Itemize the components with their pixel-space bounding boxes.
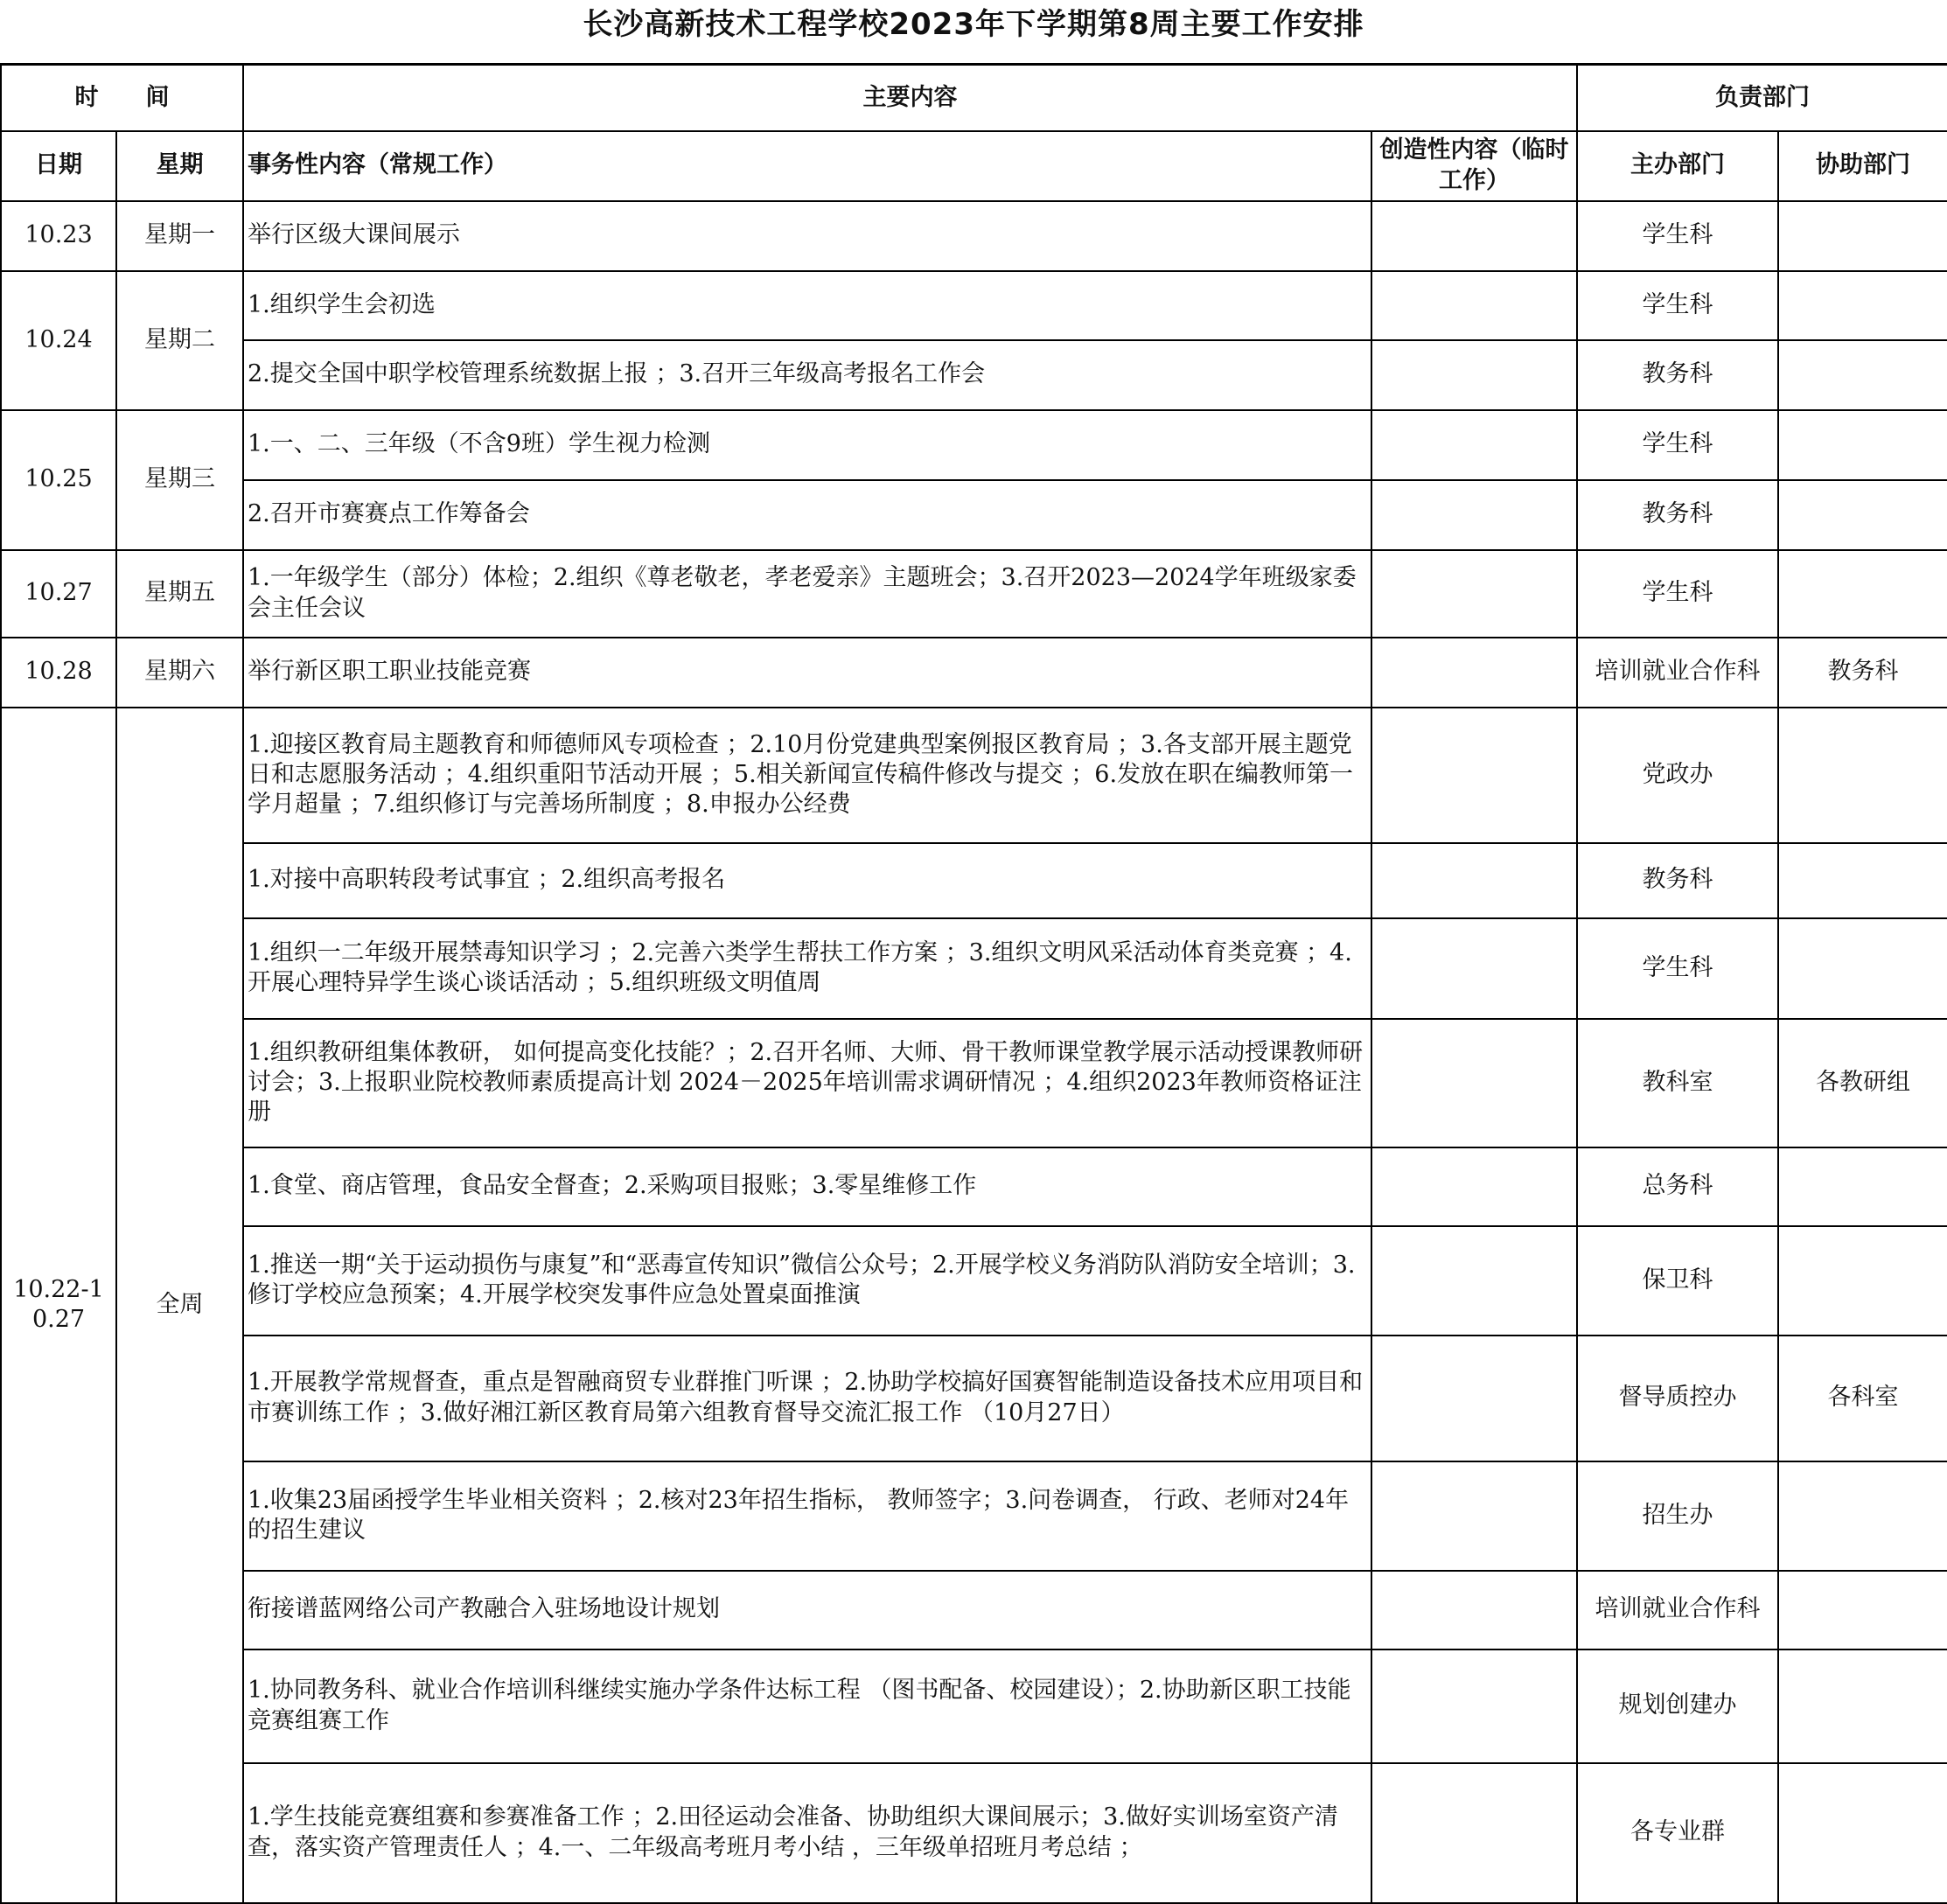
host-dept-cell: 学生科: [1577, 918, 1778, 1019]
date-cell: 10.23: [1, 201, 116, 271]
routine-cell: 1.一、二、三年级（不含9班）学生视力检测: [243, 410, 1371, 480]
table-row: [1, 918, 1947, 1019]
assist-dept-cell: [1778, 843, 1947, 918]
assist-dept-cell: [1778, 1571, 1947, 1649]
routine-cell: 2.召开市赛赛点工作筹备会: [243, 480, 1371, 550]
host-dept-cell: 学生科: [1577, 201, 1778, 271]
creative-cell: [1371, 1019, 1577, 1147]
creative-cell: [1371, 550, 1577, 638]
assist-dept-cell: 教务科: [1778, 638, 1947, 708]
header-main-content: 主要内容: [243, 65, 1577, 131]
host-dept-cell: 学生科: [1577, 410, 1778, 480]
table-row: [1, 201, 1947, 271]
date-cell: 10.27: [1, 550, 116, 638]
creative-cell: [1371, 918, 1577, 1019]
assist-dept-cell: [1778, 410, 1947, 480]
header-assist: 协助部门: [1778, 131, 1947, 201]
host-dept-cell: 学生科: [1577, 550, 1778, 638]
schedule-table: [0, 63, 1947, 1904]
host-dept-cell: 培训就业合作科: [1577, 638, 1778, 708]
header-routine: 事务性内容（常规工作）: [243, 131, 1371, 201]
header-date: 日期: [1, 131, 116, 201]
weekday-cell: 星期三: [116, 410, 243, 550]
creative-cell: [1371, 1336, 1577, 1461]
host-dept-cell: 培训就业合作科: [1577, 1571, 1778, 1649]
host-dept-cell: 规划创建办: [1577, 1649, 1778, 1763]
table-row: [1, 480, 1947, 550]
host-dept-cell: 各专业群: [1577, 1763, 1778, 1903]
creative-cell: [1371, 1147, 1577, 1226]
table-row: [1, 638, 1947, 708]
host-dept-cell: 招生办: [1577, 1461, 1778, 1571]
creative-cell: [1371, 1226, 1577, 1336]
header-weekday: 星期: [116, 131, 243, 201]
assist-dept-cell: [1778, 1763, 1947, 1903]
table-row: [1, 1147, 1947, 1226]
weekday-cell: 星期六: [116, 638, 243, 708]
header-responsible-dept: 负责部门: [1577, 65, 1947, 131]
creative-cell: [1371, 1571, 1577, 1649]
table-row: [1, 1461, 1947, 1571]
creative-cell: [1371, 1461, 1577, 1571]
routine-cell: 1.食堂、商店管理，食品安全督查；2.采购项目报账；3.零星维修工作: [243, 1147, 1371, 1226]
table-row: [1, 843, 1947, 918]
creative-cell: [1371, 271, 1577, 340]
creative-cell: [1371, 708, 1577, 843]
table-row: [1, 1649, 1947, 1763]
assist-dept-cell: [1778, 271, 1947, 340]
creative-cell: [1371, 638, 1577, 708]
table-row: [1, 1019, 1947, 1147]
host-dept-cell: 党政办: [1577, 708, 1778, 843]
table-row: [1, 1226, 1947, 1336]
date-cell: 10.22-10.27: [1, 708, 116, 1903]
creative-cell: [1371, 201, 1577, 271]
host-dept-cell: 总务科: [1577, 1147, 1778, 1226]
assist-dept-cell: [1778, 1461, 1947, 1571]
routine-cell: 1.组织教研组集体教研， 如何提高变化技能？；2.召开名师、大师、骨干教师课堂教学展示活动授课教师研讨会；3.上报职业院校教师素质提高计划 2024－2025年培训需求调研情况 ；4.组织2023年教师资格证注册: [243, 1019, 1371, 1147]
weekday-cell: 星期一: [116, 201, 243, 271]
host-dept-cell: 学生科: [1577, 271, 1778, 340]
host-dept-cell: 保卫科: [1577, 1226, 1778, 1336]
assist-dept-cell: 各科室: [1778, 1336, 1947, 1461]
assist-dept-cell: [1778, 480, 1947, 550]
creative-cell: [1371, 1649, 1577, 1763]
host-dept-cell: 督导质控办: [1577, 1336, 1778, 1461]
creative-cell: [1371, 340, 1577, 410]
weekday-cell: 星期五: [116, 550, 243, 638]
assist-dept-cell: [1778, 550, 1947, 638]
weekday-cell: 星期二: [116, 271, 243, 410]
table-row: [1, 410, 1947, 480]
table-row: [1, 550, 1947, 638]
creative-cell: [1371, 410, 1577, 480]
routine-cell: 衔接谱蓝网络公司产教融合入驻场地设计规划: [243, 1571, 1371, 1649]
assist-dept-cell: [1778, 1649, 1947, 1763]
assist-dept-cell: [1778, 1147, 1947, 1226]
host-dept-cell: 教务科: [1577, 480, 1778, 550]
routine-cell: 1.收集23届函授学生毕业相关资料 ；2.核对23年招生指标， 教师签字；3.问卷调查， 行政、老师对24年的招生建议: [243, 1461, 1371, 1571]
table-row: [1, 1763, 1947, 1903]
table-row: [1, 1571, 1947, 1649]
routine-cell: 举行新区职工职业技能竞赛: [243, 638, 1371, 708]
routine-cell: 1.推送一期“关于运动损伤与康复”和“恶毒宣传知识”微信公众号；2.开展学校义务消防队消防安全培训；3.修订学校应急预案；4.开展学校突发事件应急处置桌面推演: [243, 1226, 1371, 1336]
date-cell: 10.28: [1, 638, 116, 708]
table-row: [1, 708, 1947, 843]
host-dept-cell: 教务科: [1577, 843, 1778, 918]
date-cell: 10.25: [1, 410, 116, 550]
routine-cell: 2.提交全国中职学校管理系统数据上报 ；3.召开三年级高考报名工作会: [243, 340, 1371, 410]
table-row: [1, 271, 1947, 340]
routine-cell: 1.开展教学常规督查，重点是智融商贸专业群推门听课 ；2.协助学校搞好国赛智能制造设备技术应用项目和市赛训练工作 ；3.做好湘江新区教育局第六组教育督导交流汇报工作 （10月27日）: [243, 1336, 1371, 1461]
table-row: [1, 1336, 1947, 1461]
table-row: [1, 340, 1947, 410]
header-host: 主办部门: [1577, 131, 1778, 201]
routine-cell: 举行区级大课间展示: [243, 201, 1371, 271]
creative-cell: [1371, 843, 1577, 918]
routine-cell: 1.迎接区教育局主题教育和师德师风专项检查 ；2.10月份党建典型案例报区教育局 ；3.各支部开展主题党日和志愿服务活动 ；4.组织重阳节活动开展 ；5.相关新闻宣传稿件修改与提交 ；6.发放在职在编教师第一学月超量 ；7.组织修订与完善场所制度 ；8.申报办公经费: [243, 708, 1371, 843]
date-cell: 10.24: [1, 271, 116, 410]
assist-dept-cell: [1778, 201, 1947, 271]
routine-cell: 1.对接中高职转段考试事宜 ；2.组织高考报名: [243, 843, 1371, 918]
assist-dept-cell: [1778, 340, 1947, 410]
page-title: 长沙高新技术工程学校2023年下学期第8周主要工作安排: [583, 7, 1364, 42]
assist-dept-cell: 各教研组: [1778, 1019, 1947, 1147]
weekday-cell: 全周: [116, 708, 243, 1903]
assist-dept-cell: [1778, 1226, 1947, 1336]
routine-cell: 1.组织学生会初选: [243, 271, 1371, 340]
assist-dept-cell: [1778, 708, 1947, 843]
host-dept-cell: 教科室: [1577, 1019, 1778, 1147]
creative-cell: [1371, 480, 1577, 550]
routine-cell: 1.学生技能竞赛组赛和参赛准备工作 ；2.田径运动会准备、协助组织大课间展示；3.做好实训场室资产清查，落实资产管理责任人 ；4.一、二年级高考班月考小结 ，三年级单招班月考总结 ；: [243, 1763, 1371, 1903]
routine-cell: 1.协同教务科、就业合作培训科继续实施办学条件达标工程 （图书配备、校园建设）；2.协助新区职工技能竞赛组赛工作: [243, 1649, 1371, 1763]
header-creative: 创造性内容（临时工作）: [1371, 131, 1577, 201]
routine-cell: 1.组织一二年级开展禁毒知识学习 ；2.完善六类学生帮扶工作方案 ；3.组织文明风采活动体育类竞赛 ；4.开展心理特异学生谈心谈话活动 ；5.组织班级文明值周: [243, 918, 1371, 1019]
routine-cell: 1.一年级学生（部分）体检；2.组织《尊老敬老，孝老爱亲》主题班会；3.召开2023—2024学年班级家委会主任会议: [243, 550, 1371, 638]
host-dept-cell: 教务科: [1577, 340, 1778, 410]
header-time: 时 间: [1, 65, 243, 131]
creative-cell: [1371, 1763, 1577, 1903]
assist-dept-cell: [1778, 918, 1947, 1019]
